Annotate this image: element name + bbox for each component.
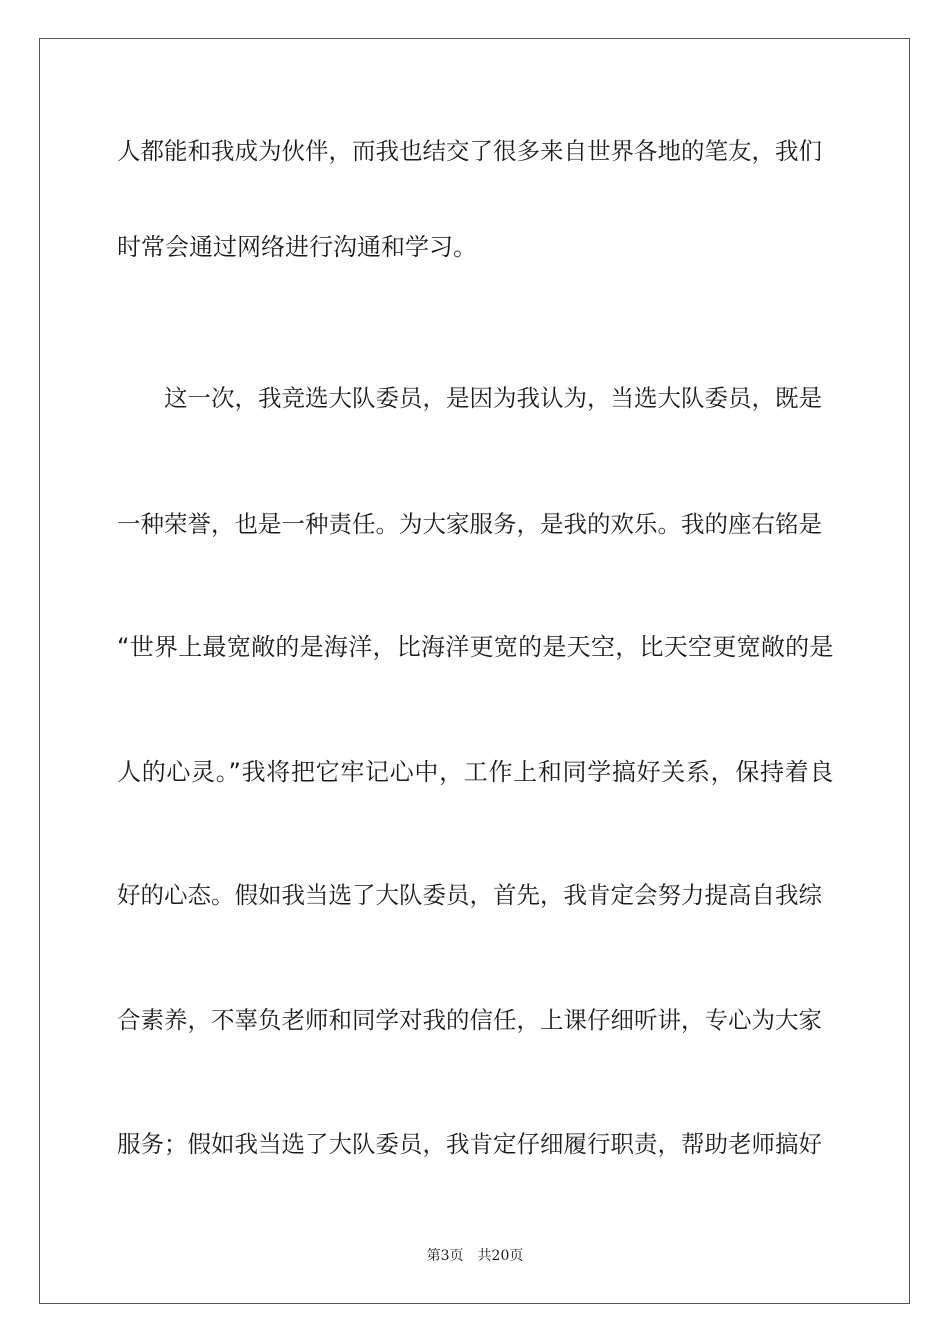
body-text-line-7: 好的心态。假如我当选了大队委员，首先，我肯定会努力提高自我综 [117, 881, 822, 909]
page-number: 第3页 [426, 1248, 464, 1264]
page-total: 共20页 [477, 1248, 524, 1264]
body-text-line-3: 这一次，我竞选大队委员，是因为我认为，当选大队委员，既是 [117, 384, 822, 412]
body-text-line-6: 人的心灵。”我将把它牢记心中，工作上和同学搞好关系，保持着良 [117, 758, 835, 786]
body-text-line-9: 服务；假如我当选了大队委员，我肯定仔细履行职责，帮助老师搞好 [117, 1130, 822, 1158]
body-text-line-4: 一种荣誉，也是一种责任。为大家服务，是我的欢乐。我的座右铭是 [117, 510, 822, 538]
page-footer [0, 1246, 950, 1266]
body-text-line-2: 时常会通过网络进行沟通和学习。 [117, 233, 477, 261]
body-text-line-1: 人都能和我成为伙伴，而我也结交了很多来自世界各地的笔友，我们 [117, 137, 822, 165]
body-text-line-5: “世界上最宽敞的是海洋，比海洋更宽的是天空，比天空更宽敞的是 [117, 633, 834, 661]
body-text-line-8: 合素养，不辜负老师和同学对我的信任，上课仔细听讲，专心为大家 [117, 1006, 822, 1034]
